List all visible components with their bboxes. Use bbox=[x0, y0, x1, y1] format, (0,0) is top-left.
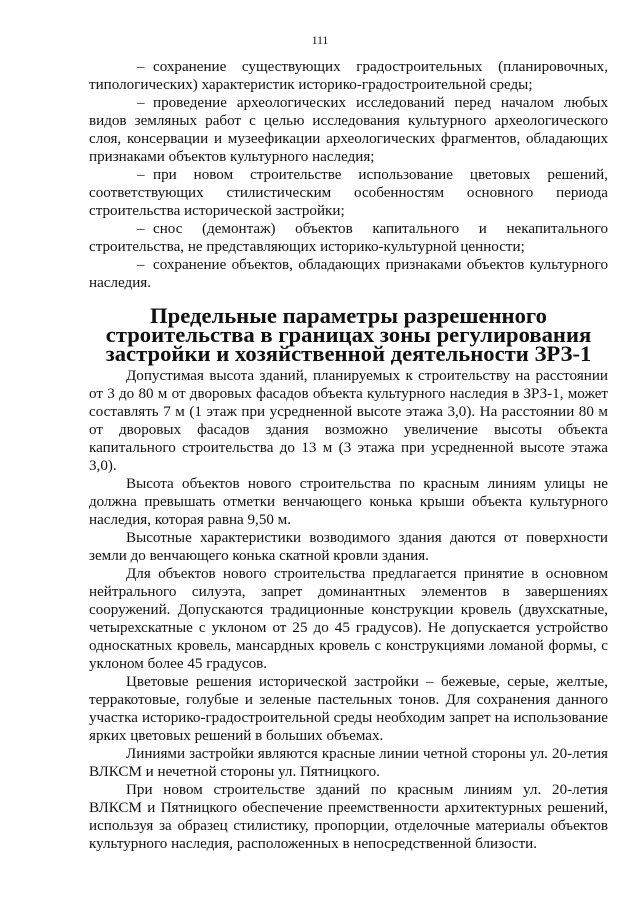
paragraph: Цветовые решения исторической застройки – бежевые, серые, желтые, терракотовые, голубые и зеленые пастельных тонов. Для сохранения данного участка историко-градостроительной среды необходим запрет на использование ярких цветовых решений в больших объемах. bbox=[89, 674, 608, 744]
page-content bbox=[89, 58, 608, 853]
list-item-text: снос (демонтаж) объектов капитального и некапитального строительства, не представляющих историко-культурной ценности; bbox=[89, 221, 608, 255]
dash-marker: – bbox=[137, 257, 145, 273]
paragraph: Линиями застройки являются красные линии четной стороны ул. 20-летия ВЛКСМ и нечетной стороны ул. Пятницкого. bbox=[89, 746, 608, 780]
paragraph: Допустимая высота зданий, планируемых к строительству на расстоянии от 3 до 80 м от дворовых фасадов объекта культурного наследия в ЗРЗ-1, может составлять 7 м (1 этаж при усредненной высоте этажа 3,0). На расстоянии 80 м от дворовых фасадов здания возможно увеличение высоты объекта капитального строительства до 13 м (3 этажа при усредненной высоте этажа 3,0). bbox=[89, 368, 608, 474]
list-item-text: сохранение объектов, обладающих признаками объектов культурного наследия. bbox=[89, 257, 608, 291]
paragraph: Для объектов нового строительства предлагается принятие в основном нейтрального силуэта, запрет доминантных элементов в завершениях сооружений. Допускаются традиционные конструкции кровель (двухскатные, четырехскатные с уклоном от 25 до 45 градусов). Не допускается устройство односкатных кровель, мансардных кровель с конструкциями ломаной формы, с уклоном более 45 градусов. bbox=[89, 566, 608, 672]
paragraph: При новом строительстве зданий по красным линиям ул. 20-летия ВЛКСМ и Пятницкого обеспечение преемственности архитектурных решений, используя за образец стилистику, пропорции, отделочные материалы объектов культурного наследия, расположенных в непосредственной близости. bbox=[89, 782, 608, 852]
page-number: 111 bbox=[311, 35, 329, 47]
list-item-text: сохранение существующих градостроительных (планировочных, типологических) характеристик историко-градостроительной среды; bbox=[89, 59, 608, 93]
requirements-list bbox=[89, 58, 608, 292]
list-item-text: при новом строительстве использование цветовых решений, соответствующих стилистическим особенностям основного периода строительства исторической застройки; bbox=[89, 167, 608, 219]
paragraph: Высота объектов нового строительства по красным линиям улицы не должна превышать отметки венчающего конька крыши объекта культурного наследия, которая равна 9,50 м. bbox=[89, 476, 608, 528]
list-item bbox=[89, 94, 608, 166]
list-item-text: проведение археологических исследований перед началом любых видов земляных работ с целью исследования культурного археологического слоя, консервации и музеефикации археологических фрагментов, обладающих признаками объектов культурного наследия; bbox=[89, 95, 608, 165]
list-item bbox=[89, 256, 608, 292]
list-item bbox=[89, 220, 608, 256]
dash-marker: – bbox=[137, 95, 145, 111]
section-heading: Предельные параметры разрешенного строительства в границах зоны регулирования застройки и хозяйственной деятельности ЗРЗ-1 bbox=[105, 303, 592, 366]
dash-marker: – bbox=[137, 221, 145, 237]
paragraph: Высотные характеристики возводимого здания даются от поверхности земли до венчающего конька скатной кровли здания. bbox=[89, 530, 608, 564]
dash-marker: – bbox=[137, 167, 145, 183]
section-body bbox=[89, 367, 608, 853]
list-item bbox=[89, 58, 608, 94]
list-item bbox=[89, 166, 608, 220]
dash-marker: – bbox=[137, 59, 145, 75]
